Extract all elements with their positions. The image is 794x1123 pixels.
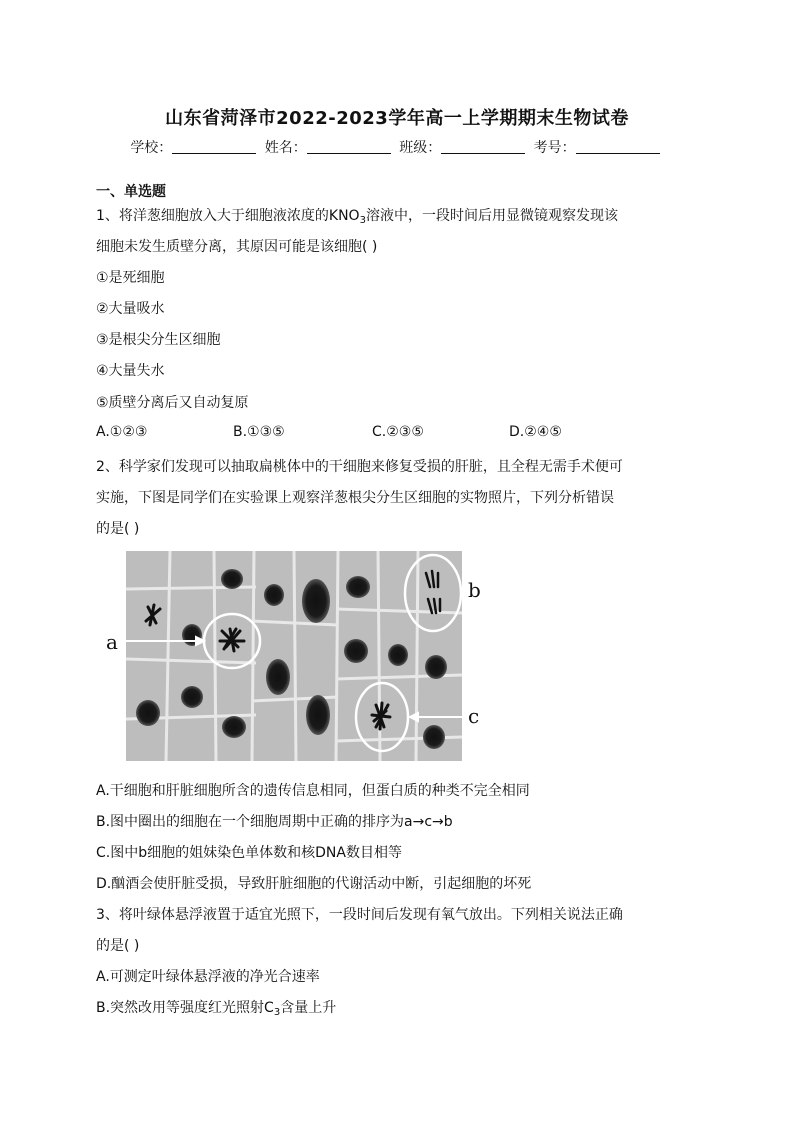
q2-stem-line3: 的是( ) [96,521,140,537]
class-label: 班级： [399,140,442,156]
school-blank[interactable] [172,139,256,154]
q3-stem-line2: 的是( ) [96,938,140,954]
student-info-row [0,137,794,157]
name-blank[interactable] [307,139,391,154]
q1-item-1: ①是死细胞 [96,270,165,286]
q2-stem-line1: 2、科学家们发现可以抽取扁桃体中的干细胞来修复受损的肝脏，且全程无需手术便可 [96,459,623,475]
q1-item-4: ④大量失水 [96,363,165,379]
label-b: b [468,578,481,602]
q1-item-2: ②大量吸水 [96,301,165,317]
number-label: 考号： [533,140,576,156]
q1-option-c[interactable]: C.②③⑤ [372,424,424,440]
q2-option-b[interactable]: B.图中圈出的细胞在一个细胞周期中正确的排序为a→c→b [96,814,453,830]
label-c: c [468,704,480,728]
q1-stem-line1 [96,205,618,226]
q1-option-b[interactable]: B.①③⑤ [233,424,285,440]
section-title: 一、单选题 [96,184,166,200]
onion-root-tip-photo [126,551,462,761]
q2-option-a[interactable]: A.干细胞和肝脏细胞所含的遗传信息相同，但蛋白质的种类不完全相同 [96,783,530,799]
q1-item-5: ⑤质壁分离后又自动复原 [96,395,249,411]
q2-option-c[interactable]: C.图中b细胞的姐妹染色单体数和核DNA数目相等 [96,845,402,861]
q1-options [96,424,616,444]
q3-option-b-text-a: B.突然改用等强度红光照射C [96,1000,274,1016]
q1-option-a[interactable]: A.①②③ [96,424,148,440]
number-blank[interactable] [576,139,660,154]
school-label: 学校： [130,140,173,156]
q2-stem-line2: 实施，下图是同学们在实验课上观察洋葱根尖分生区细胞的实物照片，下列分析错误 [96,490,614,506]
q3-option-b-text-b: 含量上升 [280,1000,337,1016]
micrograph-figure [96,548,516,764]
q3-stem-line1: 3、将叶绿体悬浮液置于适宜光照下，一段时间后发现有氧气放出。下列相关说法正确 [96,907,623,923]
q1-item-3: ③是根尖分生区细胞 [96,332,221,348]
q3-option-b[interactable] [96,997,336,1018]
name-label: 姓名： [264,140,307,156]
q3-subscript: 3 [273,1007,281,1018]
class-blank[interactable] [441,139,525,154]
q1-stem-line2: 细胞未发生质壁分离，其原因可能是该细胞( ) [96,239,378,255]
q1-option-d[interactable]: D.②④⑤ [509,424,562,440]
page-title: 山东省菏泽市2022-2023学年高一上学期期末生物试卷 [165,108,629,129]
q1-subscript: 3 [359,215,366,226]
label-a: a [106,630,118,654]
q1-text-a: 1、将洋葱细胞放入大于细胞液浓度的KNO [96,208,360,224]
q1-text-b: 溶液中，一段时间后用显微镜观察发现该 [365,208,618,224]
q3-option-a[interactable]: A.可测定叶绿体悬浮液的净光合速率 [96,969,320,985]
q2-option-d[interactable]: D.酗酒会使肝脏受损，导致肝脏细胞的代谢活动中断，引起细胞的坏死 [96,876,532,892]
